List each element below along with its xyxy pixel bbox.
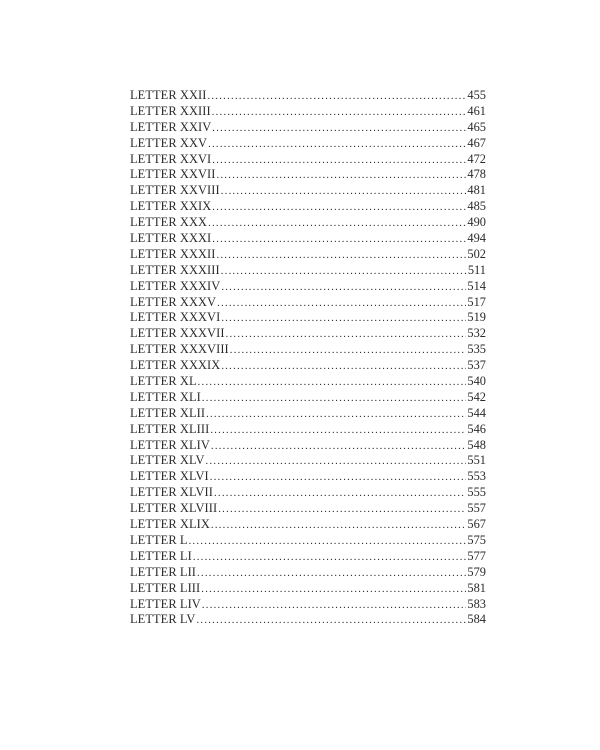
toc-dot-leader: [206, 454, 467, 469]
toc-entry-page-number: 514: [467, 278, 486, 293]
toc-dot-leader: [217, 248, 467, 263]
toc-entry-title: LETTER XLVIII: [130, 501, 218, 516]
toc-dot-leader: [212, 200, 466, 215]
toc-entry[interactable]: [130, 406, 486, 422]
toc-entry-page-number: 494: [467, 231, 486, 246]
toc-entry-title: LETTER XXXV: [130, 294, 217, 309]
toc-entry-page-number: 555: [467, 485, 486, 500]
toc-entry-page-number: 465: [467, 119, 486, 134]
toc-entry[interactable]: [130, 215, 486, 231]
toc-dot-leader: [211, 439, 467, 454]
toc-entry-page-number: 472: [467, 151, 486, 166]
toc-entry-page-number: 551: [467, 453, 486, 468]
toc-dot-leader: [210, 423, 466, 438]
toc-entry[interactable]: [130, 183, 486, 199]
toc-entry[interactable]: [130, 485, 486, 501]
toc-entry-page-number: 478: [467, 167, 486, 182]
toc-entry[interactable]: [130, 88, 486, 104]
toc-entry-page-number: 579: [467, 564, 486, 579]
toc-entry-title: LETTER XLV: [130, 453, 205, 468]
toc-entry-page-number: 537: [467, 358, 486, 373]
toc-entry-title: LETTER XXXIX: [130, 358, 221, 373]
table-of-contents: [130, 88, 486, 628]
toc-entry-page-number: 467: [467, 135, 486, 150]
toc-entry[interactable]: [130, 326, 486, 342]
toc-dot-leader: [221, 264, 467, 279]
toc-entry[interactable]: [130, 597, 486, 613]
toc-dot-leader: [230, 343, 467, 358]
toc-dot-leader: [202, 598, 467, 613]
toc-entry-page-number: 540: [467, 374, 486, 389]
toc-entry[interactable]: [130, 199, 486, 215]
toc-entry-page-number: 535: [467, 342, 486, 357]
toc-entry[interactable]: [130, 263, 486, 279]
toc-dot-leader: [196, 613, 466, 628]
toc-entry-title: LETTER XLI: [130, 389, 201, 404]
toc-entry-title: LETTER XXXII: [130, 246, 216, 261]
toc-entry-page-number: 577: [467, 548, 486, 563]
toc-entry-title: LETTER XXII: [130, 88, 207, 102]
toc-entry-title: LETTER XLVII: [130, 485, 213, 500]
toc-entry-page-number: 485: [467, 199, 486, 214]
toc-entry-page-number: 557: [467, 501, 486, 516]
toc-entry-page-number: 490: [467, 215, 486, 230]
toc-entry-title: LETTER XLIX: [130, 517, 210, 532]
toc-entry[interactable]: [130, 390, 486, 406]
toc-entry-title: LETTER XXXVII: [130, 326, 225, 341]
toc-entry[interactable]: [130, 549, 486, 565]
toc-entry-page-number: 481: [467, 183, 486, 198]
toc-entry-title: LETTER XL: [130, 374, 197, 389]
toc-entry-page-number: 532: [467, 326, 486, 341]
toc-entry-title: LETTER XXX: [130, 215, 208, 230]
toc-entry-title: LETTER XXIX: [130, 199, 212, 214]
toc-entry[interactable]: [130, 422, 486, 438]
toc-dot-leader: [206, 407, 466, 422]
toc-entry-page-number: 511: [467, 262, 486, 277]
toc-entry[interactable]: [130, 565, 486, 581]
toc-entry-page-number: 455: [467, 88, 486, 102]
toc-dot-leader: [208, 216, 466, 231]
toc-entry[interactable]: [130, 136, 486, 152]
toc-entry-title: LETTER XLIV: [130, 437, 210, 452]
toc-entry-title: LETTER XXXVIII: [130, 342, 229, 357]
toc-entry-page-number: 461: [467, 103, 486, 118]
toc-dot-leader: [221, 280, 466, 295]
toc-dot-leader: [218, 502, 466, 517]
toc-entry-page-number: 519: [467, 310, 486, 325]
toc-entry-page-number: 542: [467, 389, 486, 404]
toc-entry-title: LETTER XLII: [130, 405, 206, 420]
toc-entry[interactable]: [130, 438, 486, 454]
toc-entry[interactable]: [130, 310, 486, 326]
toc-entry-title: LETTER XXXIII: [130, 262, 220, 277]
toc-entry[interactable]: [130, 453, 486, 469]
toc-entry-title: LETTER XXIV: [130, 119, 212, 134]
toc-entry-title: LETTER XXXIV: [130, 278, 221, 293]
toc-entry-page-number: 583: [467, 596, 486, 611]
toc-entry-page-number: 567: [467, 517, 486, 532]
toc-entry-page-number: 581: [467, 580, 486, 595]
toc-entry-title: LETTER XXIII: [130, 103, 211, 118]
toc-entry-title: LETTER LII: [130, 564, 197, 579]
toc-entry[interactable]: [130, 517, 486, 533]
toc-dot-leader: [221, 184, 467, 199]
toc-entry-title: LETTER LIV: [130, 596, 201, 611]
toc-entry[interactable]: [130, 247, 486, 263]
toc-entry[interactable]: [130, 612, 486, 628]
toc-entry-page-number: 575: [467, 532, 486, 547]
toc-dot-leader: [210, 470, 467, 485]
toc-dot-leader: [217, 168, 467, 183]
toc-entry-title: LETTER LIII: [130, 580, 201, 595]
toc-entry-page-number: 584: [467, 612, 486, 627]
toc-dot-leader: [212, 153, 466, 168]
toc-entry-page-number: 548: [467, 437, 486, 452]
toc-entry[interactable]: [130, 167, 486, 183]
toc-entry-title: LETTER L: [130, 532, 188, 547]
toc-entry[interactable]: [130, 469, 486, 485]
toc-entry[interactable]: [130, 120, 486, 136]
toc-entry-title: LETTER XLIII: [130, 421, 210, 436]
toc-entry-title: LETTER XXVII: [130, 167, 216, 182]
toc-entry[interactable]: [130, 374, 486, 390]
toc-entry[interactable]: [130, 358, 486, 374]
toc-entry[interactable]: [130, 279, 486, 295]
toc-dot-leader: [201, 582, 466, 597]
toc-entry-title: LETTER LV: [130, 612, 196, 627]
toc-dot-leader: [197, 566, 466, 581]
toc-entry[interactable]: [130, 533, 486, 549]
toc-dot-leader: [221, 311, 466, 326]
toc-entry-page-number: 544: [467, 405, 486, 420]
toc-entry-title: LETTER XXXI: [130, 231, 212, 246]
toc-entry[interactable]: [130, 501, 486, 517]
toc-entry[interactable]: [130, 152, 486, 168]
toc-entry[interactable]: [130, 342, 486, 358]
toc-dot-leader: [212, 105, 467, 120]
toc-entry-title: LETTER XXVI: [130, 151, 212, 166]
toc-entry-title: LETTER XXVIII: [130, 183, 220, 198]
toc-dot-leader: [214, 486, 466, 501]
toc-entry-title: LETTER XXV: [130, 135, 208, 150]
toc-entry-page-number: 553: [467, 469, 486, 484]
toc-dot-leader: [226, 327, 467, 342]
toc-entry[interactable]: [130, 581, 486, 597]
toc-dot-leader: [189, 534, 467, 549]
toc-entry-page-number: 546: [467, 421, 486, 436]
toc-entry-page-number: 517: [467, 294, 486, 309]
toc-dot-leader: [207, 89, 466, 104]
toc-dot-leader: [212, 121, 466, 136]
toc-dot-leader: [217, 296, 466, 311]
toc-entry-title: LETTER XLVI: [130, 469, 209, 484]
toc-dot-leader: [211, 518, 467, 533]
toc-dot-leader: [208, 137, 466, 152]
toc-entry-title: LETTER LI: [130, 548, 192, 563]
toc-dot-leader: [202, 391, 467, 406]
toc-entry-title: LETTER XXXVI: [130, 310, 221, 325]
toc-dot-leader: [193, 550, 467, 565]
toc-dot-leader: [212, 232, 466, 247]
toc-entry[interactable]: [130, 295, 486, 311]
toc-dot-leader: [198, 375, 467, 390]
toc-dot-leader: [221, 359, 466, 374]
toc-entry[interactable]: [130, 231, 486, 247]
toc-entry[interactable]: [130, 104, 486, 120]
toc-entry-page-number: 502: [467, 246, 486, 261]
